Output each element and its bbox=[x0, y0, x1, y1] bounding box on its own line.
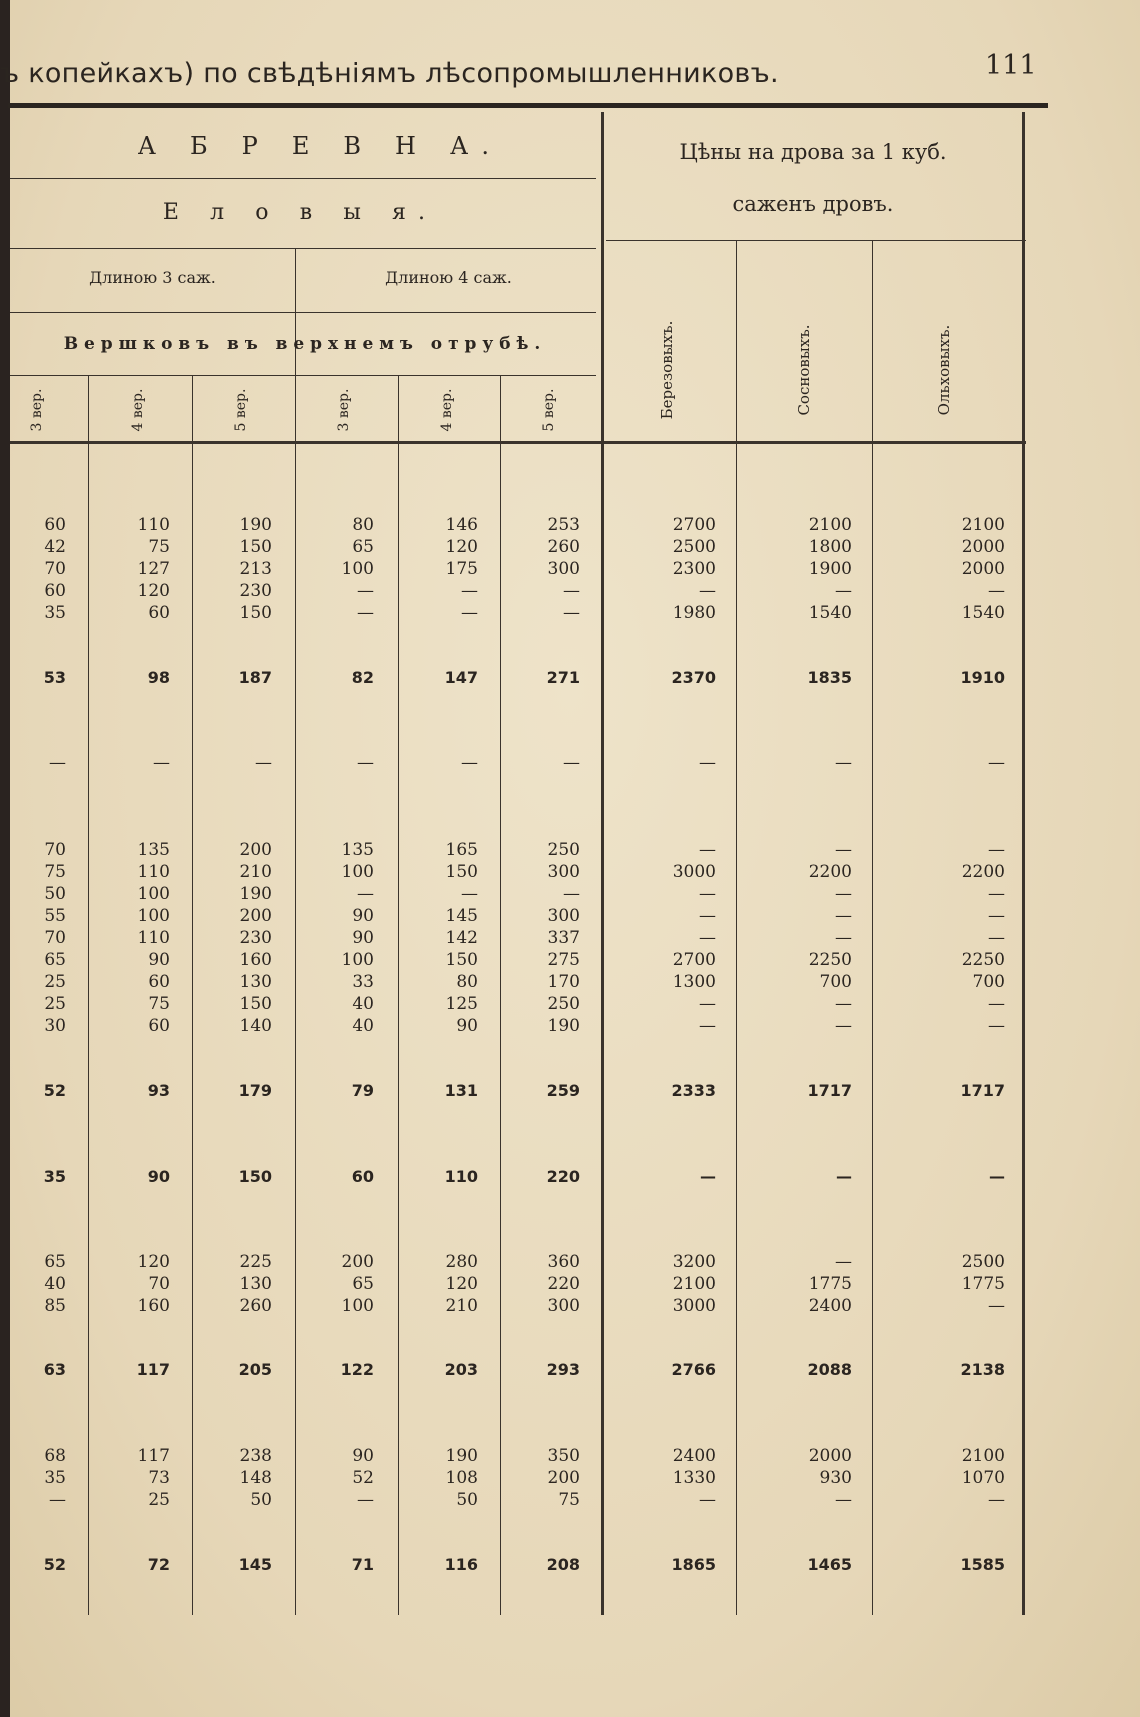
table-cell: 1775 bbox=[808, 1274, 852, 1294]
rule-under-spruce bbox=[10, 248, 596, 249]
header-rule bbox=[8, 103, 1048, 108]
table-cell: — bbox=[699, 928, 716, 948]
table-cell: 2333 bbox=[671, 1081, 716, 1100]
table-cell: 100 bbox=[341, 559, 374, 579]
table-cell: 271 bbox=[546, 668, 580, 687]
firewood-title-line2: саженъ дровъ. bbox=[732, 192, 894, 216]
table-cell: 300 bbox=[547, 559, 580, 579]
table-cell: 190 bbox=[239, 515, 272, 535]
group-logs-heading: А Б Р Е В Н А. bbox=[137, 132, 503, 160]
table-cell: 75 bbox=[44, 862, 66, 882]
table-cell: 3200 bbox=[672, 1252, 716, 1272]
table-cell: 2300 bbox=[672, 559, 716, 579]
table-cell: — bbox=[699, 753, 716, 773]
table-cell: — bbox=[699, 1490, 716, 1510]
table-cell: 293 bbox=[546, 1360, 580, 1379]
table-cell: 350 bbox=[547, 1446, 580, 1466]
table-cell: — bbox=[835, 906, 852, 926]
table-average-row bbox=[0, 1359, 1140, 1381]
table-cell: 35 bbox=[44, 1468, 66, 1488]
table-cell: — bbox=[988, 1490, 1005, 1510]
page-number: 111 bbox=[985, 50, 1037, 81]
length-4-heading: Длиною 4 саж. bbox=[385, 268, 512, 287]
table-cell: 100 bbox=[341, 950, 374, 970]
col-head-3-ver: 3 вер. bbox=[29, 388, 45, 432]
table-cell: 25 bbox=[44, 994, 66, 1014]
table-cell: 2500 bbox=[961, 1252, 1005, 1272]
table-cell: 63 bbox=[43, 1360, 66, 1379]
table-cell: 2250 bbox=[808, 950, 852, 970]
table-cell: 35 bbox=[43, 1167, 66, 1186]
table-cell: 90 bbox=[456, 1016, 478, 1036]
table-cell: — bbox=[699, 994, 716, 1014]
table-cell: 170 bbox=[547, 972, 580, 992]
table-row bbox=[0, 1445, 1140, 1467]
table-cell: 108 bbox=[445, 1468, 478, 1488]
table-cell: 73 bbox=[148, 1468, 170, 1488]
table-cell: 1900 bbox=[808, 559, 852, 579]
col-head-pine: Сосновыхъ. bbox=[795, 324, 813, 416]
table-cell: 135 bbox=[341, 840, 374, 860]
table-row bbox=[0, 752, 1140, 774]
table-cell: 70 bbox=[44, 928, 66, 948]
table-cell: 337 bbox=[547, 928, 580, 948]
table-row bbox=[0, 580, 1140, 602]
table-cell: 50 bbox=[44, 884, 66, 904]
table-cell: 1980 bbox=[672, 603, 716, 623]
table-row bbox=[0, 602, 1140, 624]
table-cell: 190 bbox=[239, 884, 272, 904]
table-row bbox=[0, 1489, 1140, 1511]
table-cell: — bbox=[699, 884, 716, 904]
table-cell: 100 bbox=[341, 1296, 374, 1316]
table-cell: 220 bbox=[547, 1274, 580, 1294]
table-cell: 147 bbox=[444, 668, 478, 687]
table-cell: 230 bbox=[239, 581, 272, 601]
col-head-alder: Ольховыхъ. bbox=[935, 324, 953, 416]
table-cell: 65 bbox=[352, 1274, 374, 1294]
table-cell: — bbox=[357, 581, 374, 601]
table-cell: 90 bbox=[352, 906, 374, 926]
table-cell: 52 bbox=[43, 1555, 66, 1574]
table-row bbox=[0, 839, 1140, 861]
table-cell: 50 bbox=[456, 1490, 478, 1510]
table-cell: 160 bbox=[137, 1296, 170, 1316]
table-cell: 52 bbox=[352, 1468, 374, 1488]
table-cell: 210 bbox=[239, 862, 272, 882]
table-cell: 72 bbox=[147, 1555, 170, 1574]
table-row bbox=[0, 971, 1140, 993]
table-cell: — bbox=[835, 884, 852, 904]
table-cell: 120 bbox=[137, 1252, 170, 1272]
table-cell: — bbox=[49, 753, 66, 773]
table-cell: — bbox=[988, 753, 1005, 773]
table-cell: — bbox=[563, 603, 580, 623]
table-cell: 700 bbox=[819, 972, 852, 992]
rule-under-firewood-title bbox=[606, 240, 1026, 241]
table-cell: 100 bbox=[341, 862, 374, 882]
table-cell: 42 bbox=[44, 537, 66, 557]
table-cell: — bbox=[49, 1490, 66, 1510]
rule-under-top-diameter bbox=[10, 375, 596, 376]
table-cell: 360 bbox=[547, 1252, 580, 1272]
table-cell: — bbox=[988, 1296, 1005, 1316]
table-average-row bbox=[0, 1080, 1140, 1102]
table-cell: 1465 bbox=[807, 1555, 852, 1574]
table-cell: 85 bbox=[44, 1296, 66, 1316]
table-cell: 150 bbox=[239, 994, 272, 1014]
table-cell: — bbox=[461, 884, 478, 904]
table-row bbox=[0, 514, 1140, 536]
table-cell: 55 bbox=[44, 906, 66, 926]
top-diameter-heading: Вершковъ въ верхнемъ отрубѣ. bbox=[63, 334, 547, 354]
table-cell: 230 bbox=[239, 928, 272, 948]
table-cell: — bbox=[836, 1167, 852, 1186]
table-cell: 250 bbox=[547, 840, 580, 860]
table-cell: 2400 bbox=[808, 1296, 852, 1316]
table-cell: — bbox=[835, 581, 852, 601]
table-cell: 187 bbox=[238, 668, 272, 687]
table-cell: 125 bbox=[445, 994, 478, 1014]
length-3-heading: Длиною 3 саж. bbox=[89, 268, 216, 287]
table-row bbox=[0, 1295, 1140, 1317]
table-row bbox=[0, 861, 1140, 883]
running-title: ъ копейкахъ) по свѣдѣніямъ лѣсопромышленниковъ. bbox=[0, 58, 779, 89]
table-cell: 117 bbox=[137, 1446, 170, 1466]
table-cell: 148 bbox=[239, 1468, 272, 1488]
table-cell: 2100 bbox=[961, 515, 1005, 535]
table-row bbox=[0, 558, 1140, 580]
table-cell: 1800 bbox=[808, 537, 852, 557]
table-row bbox=[0, 1273, 1140, 1295]
table-cell: 200 bbox=[341, 1252, 374, 1272]
table-cell: — bbox=[988, 840, 1005, 860]
table-cell: 1585 bbox=[960, 1555, 1005, 1574]
table-cell: 120 bbox=[137, 581, 170, 601]
table-cell: 25 bbox=[44, 972, 66, 992]
table-cell: — bbox=[988, 581, 1005, 601]
table-cell: 220 bbox=[546, 1167, 580, 1186]
table-average-row bbox=[0, 1554, 1140, 1576]
table-row bbox=[0, 1467, 1140, 1489]
table-cell: 60 bbox=[148, 603, 170, 623]
table-cell: 2000 bbox=[961, 537, 1005, 557]
table-cell: 120 bbox=[445, 537, 478, 557]
table-cell: — bbox=[699, 840, 716, 860]
table-cell: — bbox=[357, 884, 374, 904]
table-cell: 3000 bbox=[672, 1296, 716, 1316]
table-cell: 259 bbox=[546, 1081, 580, 1100]
rule-header-bottom bbox=[10, 441, 1026, 444]
table-cell: 70 bbox=[148, 1274, 170, 1294]
table-cell: — bbox=[699, 1016, 716, 1036]
table-cell: 142 bbox=[445, 928, 478, 948]
table-row bbox=[0, 993, 1140, 1015]
table-cell: 140 bbox=[239, 1016, 272, 1036]
table-cell: 1835 bbox=[807, 668, 852, 687]
table-cell: 203 bbox=[444, 1360, 478, 1379]
table-cell: — bbox=[988, 884, 1005, 904]
table-cell: — bbox=[835, 1490, 852, 1510]
table-cell: — bbox=[835, 994, 852, 1014]
col-head-4-ver: 4 вер. bbox=[439, 388, 455, 432]
table-cell: 2200 bbox=[961, 862, 1005, 882]
table-cell: — bbox=[357, 753, 374, 773]
table-cell: 60 bbox=[148, 1016, 170, 1036]
table-cell: 250 bbox=[547, 994, 580, 1014]
table-cell: — bbox=[357, 603, 374, 623]
table-cell: 200 bbox=[239, 840, 272, 860]
table-cell: 225 bbox=[239, 1252, 272, 1272]
table-cell: 40 bbox=[352, 994, 374, 1014]
table-row bbox=[0, 883, 1140, 905]
table-cell: — bbox=[988, 928, 1005, 948]
table-cell: — bbox=[835, 928, 852, 948]
table-cell: 70 bbox=[44, 559, 66, 579]
table-cell: 130 bbox=[239, 1274, 272, 1294]
table-cell: 75 bbox=[148, 994, 170, 1014]
table-cell: 1330 bbox=[672, 1468, 716, 1488]
table-average-row bbox=[0, 1166, 1140, 1188]
table-cell: 40 bbox=[352, 1016, 374, 1036]
table-cell: — bbox=[563, 753, 580, 773]
table-cell: — bbox=[835, 1016, 852, 1036]
table-cell: — bbox=[563, 884, 580, 904]
table-cell: 300 bbox=[547, 906, 580, 926]
table-cell: 1865 bbox=[671, 1555, 716, 1574]
table-cell: 200 bbox=[547, 1468, 580, 1488]
table-cell: — bbox=[699, 906, 716, 926]
table-row bbox=[0, 949, 1140, 971]
table-cell: 98 bbox=[147, 668, 170, 687]
table-cell: 165 bbox=[445, 840, 478, 860]
table-row bbox=[0, 1015, 1140, 1037]
table-cell: — bbox=[989, 1167, 1005, 1186]
rule-under-lengths bbox=[10, 312, 596, 313]
table-cell: 60 bbox=[351, 1167, 374, 1186]
table-cell: 50 bbox=[250, 1490, 272, 1510]
table-cell: 2000 bbox=[808, 1446, 852, 1466]
rule-under-group bbox=[10, 178, 596, 179]
firewood-title-line1: Цѣны на дрова за 1 куб. bbox=[679, 140, 947, 164]
table-cell: 110 bbox=[137, 928, 170, 948]
table-cell: 65 bbox=[44, 1252, 66, 1272]
table-cell: — bbox=[988, 906, 1005, 926]
table-cell: 280 bbox=[445, 1252, 478, 1272]
table-cell: — bbox=[153, 753, 170, 773]
table-cell: 2500 bbox=[672, 537, 716, 557]
table-cell: 110 bbox=[444, 1167, 478, 1186]
table-average-row bbox=[0, 667, 1140, 689]
table-cell: 30 bbox=[44, 1016, 66, 1036]
table-row bbox=[0, 1251, 1140, 1273]
table-cell: 1540 bbox=[961, 603, 1005, 623]
table-cell: 65 bbox=[44, 950, 66, 970]
table-cell: 213 bbox=[239, 559, 272, 579]
table-cell: 150 bbox=[239, 603, 272, 623]
table-cell: 82 bbox=[351, 668, 374, 687]
table-cell: 238 bbox=[239, 1446, 272, 1466]
table-cell: 116 bbox=[444, 1555, 478, 1574]
table-cell: 1300 bbox=[672, 972, 716, 992]
table-cell: 260 bbox=[239, 1296, 272, 1316]
table-cell: 100 bbox=[137, 906, 170, 926]
table-cell: 80 bbox=[352, 515, 374, 535]
col-head-3-ver: 3 вер. bbox=[336, 388, 352, 432]
table-cell: 175 bbox=[445, 559, 478, 579]
table-cell: 190 bbox=[547, 1016, 580, 1036]
table-cell: 35 bbox=[44, 603, 66, 623]
table-row bbox=[0, 536, 1140, 558]
table-cell: 2400 bbox=[672, 1446, 716, 1466]
table-cell: 2138 bbox=[960, 1360, 1005, 1379]
table-cell: 2100 bbox=[808, 515, 852, 535]
table-cell: 2200 bbox=[808, 862, 852, 882]
table-cell: 2700 bbox=[672, 950, 716, 970]
table-cell: 2250 bbox=[961, 950, 1005, 970]
table-cell: 110 bbox=[137, 515, 170, 535]
table-cell: 33 bbox=[352, 972, 374, 992]
table-cell: 1717 bbox=[807, 1081, 852, 1100]
table-cell: 90 bbox=[352, 928, 374, 948]
table-cell: 52 bbox=[43, 1081, 66, 1100]
table-cell: — bbox=[835, 1252, 852, 1272]
table-cell: 131 bbox=[444, 1081, 478, 1100]
table-cell: 135 bbox=[137, 840, 170, 860]
table-cell: — bbox=[357, 1490, 374, 1510]
table-cell: 2100 bbox=[672, 1274, 716, 1294]
table-row bbox=[0, 927, 1140, 949]
table-cell: — bbox=[699, 581, 716, 601]
table-cell: 71 bbox=[351, 1555, 374, 1574]
table-cell: 40 bbox=[44, 1274, 66, 1294]
table-cell: 2088 bbox=[807, 1360, 852, 1379]
table-cell: 60 bbox=[44, 581, 66, 601]
table-cell: 150 bbox=[239, 537, 272, 557]
table-cell: 146 bbox=[445, 515, 478, 535]
table-cell: 53 bbox=[43, 668, 66, 687]
table-cell: 2766 bbox=[671, 1360, 716, 1379]
table-cell: 150 bbox=[445, 862, 478, 882]
table-cell: — bbox=[461, 581, 478, 601]
table-cell: 1717 bbox=[960, 1081, 1005, 1100]
table-cell: 90 bbox=[148, 950, 170, 970]
table-cell: — bbox=[700, 1167, 716, 1186]
table-cell: 179 bbox=[238, 1081, 272, 1100]
table-cell: 700 bbox=[972, 972, 1005, 992]
table-cell: 260 bbox=[547, 537, 580, 557]
table-cell: 1070 bbox=[961, 1468, 1005, 1488]
table-cell: — bbox=[835, 840, 852, 860]
col-head-birch: Березовыхъ. bbox=[658, 320, 676, 420]
table-cell: 122 bbox=[340, 1360, 374, 1379]
table-cell: — bbox=[255, 753, 272, 773]
group-spruce-heading: Е л о в ы я. bbox=[162, 200, 438, 225]
table-cell: 205 bbox=[238, 1360, 272, 1379]
table-cell: 75 bbox=[558, 1490, 580, 1510]
table-cell: 127 bbox=[137, 559, 170, 579]
col-head-5-ver: 5 вер. bbox=[233, 388, 249, 432]
table-cell: 90 bbox=[147, 1167, 170, 1186]
col-head-5-ver: 5 вер. bbox=[541, 388, 557, 432]
table-cell: 300 bbox=[547, 862, 580, 882]
table-cell: 68 bbox=[44, 1446, 66, 1466]
table-cell: 150 bbox=[238, 1167, 272, 1186]
table-cell: 2700 bbox=[672, 515, 716, 535]
table-cell: 25 bbox=[148, 1490, 170, 1510]
table-cell: 2000 bbox=[961, 559, 1005, 579]
table-cell: 3000 bbox=[672, 862, 716, 882]
table-cell: 75 bbox=[148, 537, 170, 557]
table-cell: 120 bbox=[445, 1274, 478, 1294]
table-cell: 79 bbox=[351, 1081, 374, 1100]
col-head-4-ver: 4 вер. bbox=[130, 388, 146, 432]
table-cell: 93 bbox=[147, 1081, 170, 1100]
table-cell: — bbox=[988, 994, 1005, 1014]
table-cell: 275 bbox=[547, 950, 580, 970]
table-cell: 60 bbox=[148, 972, 170, 992]
table-cell: 208 bbox=[546, 1555, 580, 1574]
table-cell: 160 bbox=[239, 950, 272, 970]
table-cell: — bbox=[835, 753, 852, 773]
table-cell: 110 bbox=[137, 862, 170, 882]
table-cell: 145 bbox=[445, 906, 478, 926]
table-cell: 80 bbox=[456, 972, 478, 992]
table-row bbox=[0, 905, 1140, 927]
table-cell: 130 bbox=[239, 972, 272, 992]
table-cell: 145 bbox=[238, 1555, 272, 1574]
table-cell: — bbox=[461, 603, 478, 623]
table-cell: 90 bbox=[352, 1446, 374, 1466]
table-cell: 2370 bbox=[671, 668, 716, 687]
table-cell: 930 bbox=[819, 1468, 852, 1488]
table-cell: — bbox=[988, 1016, 1005, 1036]
table-cell: 70 bbox=[44, 840, 66, 860]
table-cell: 65 bbox=[352, 537, 374, 557]
table-cell: 60 bbox=[44, 515, 66, 535]
table-cell: — bbox=[563, 581, 580, 601]
table-cell: — bbox=[461, 753, 478, 773]
table-cell: 190 bbox=[445, 1446, 478, 1466]
table-cell: 253 bbox=[547, 515, 580, 535]
table-cell: 300 bbox=[547, 1296, 580, 1316]
table-cell: 1910 bbox=[960, 668, 1005, 687]
table-cell: 117 bbox=[136, 1360, 170, 1379]
table-cell: 1540 bbox=[808, 603, 852, 623]
table-cell: 200 bbox=[239, 906, 272, 926]
table-cell: 150 bbox=[445, 950, 478, 970]
table-cell: 1775 bbox=[961, 1274, 1005, 1294]
table-cell: 100 bbox=[137, 884, 170, 904]
table-cell: 2100 bbox=[961, 1446, 1005, 1466]
table-cell: 210 bbox=[445, 1296, 478, 1316]
